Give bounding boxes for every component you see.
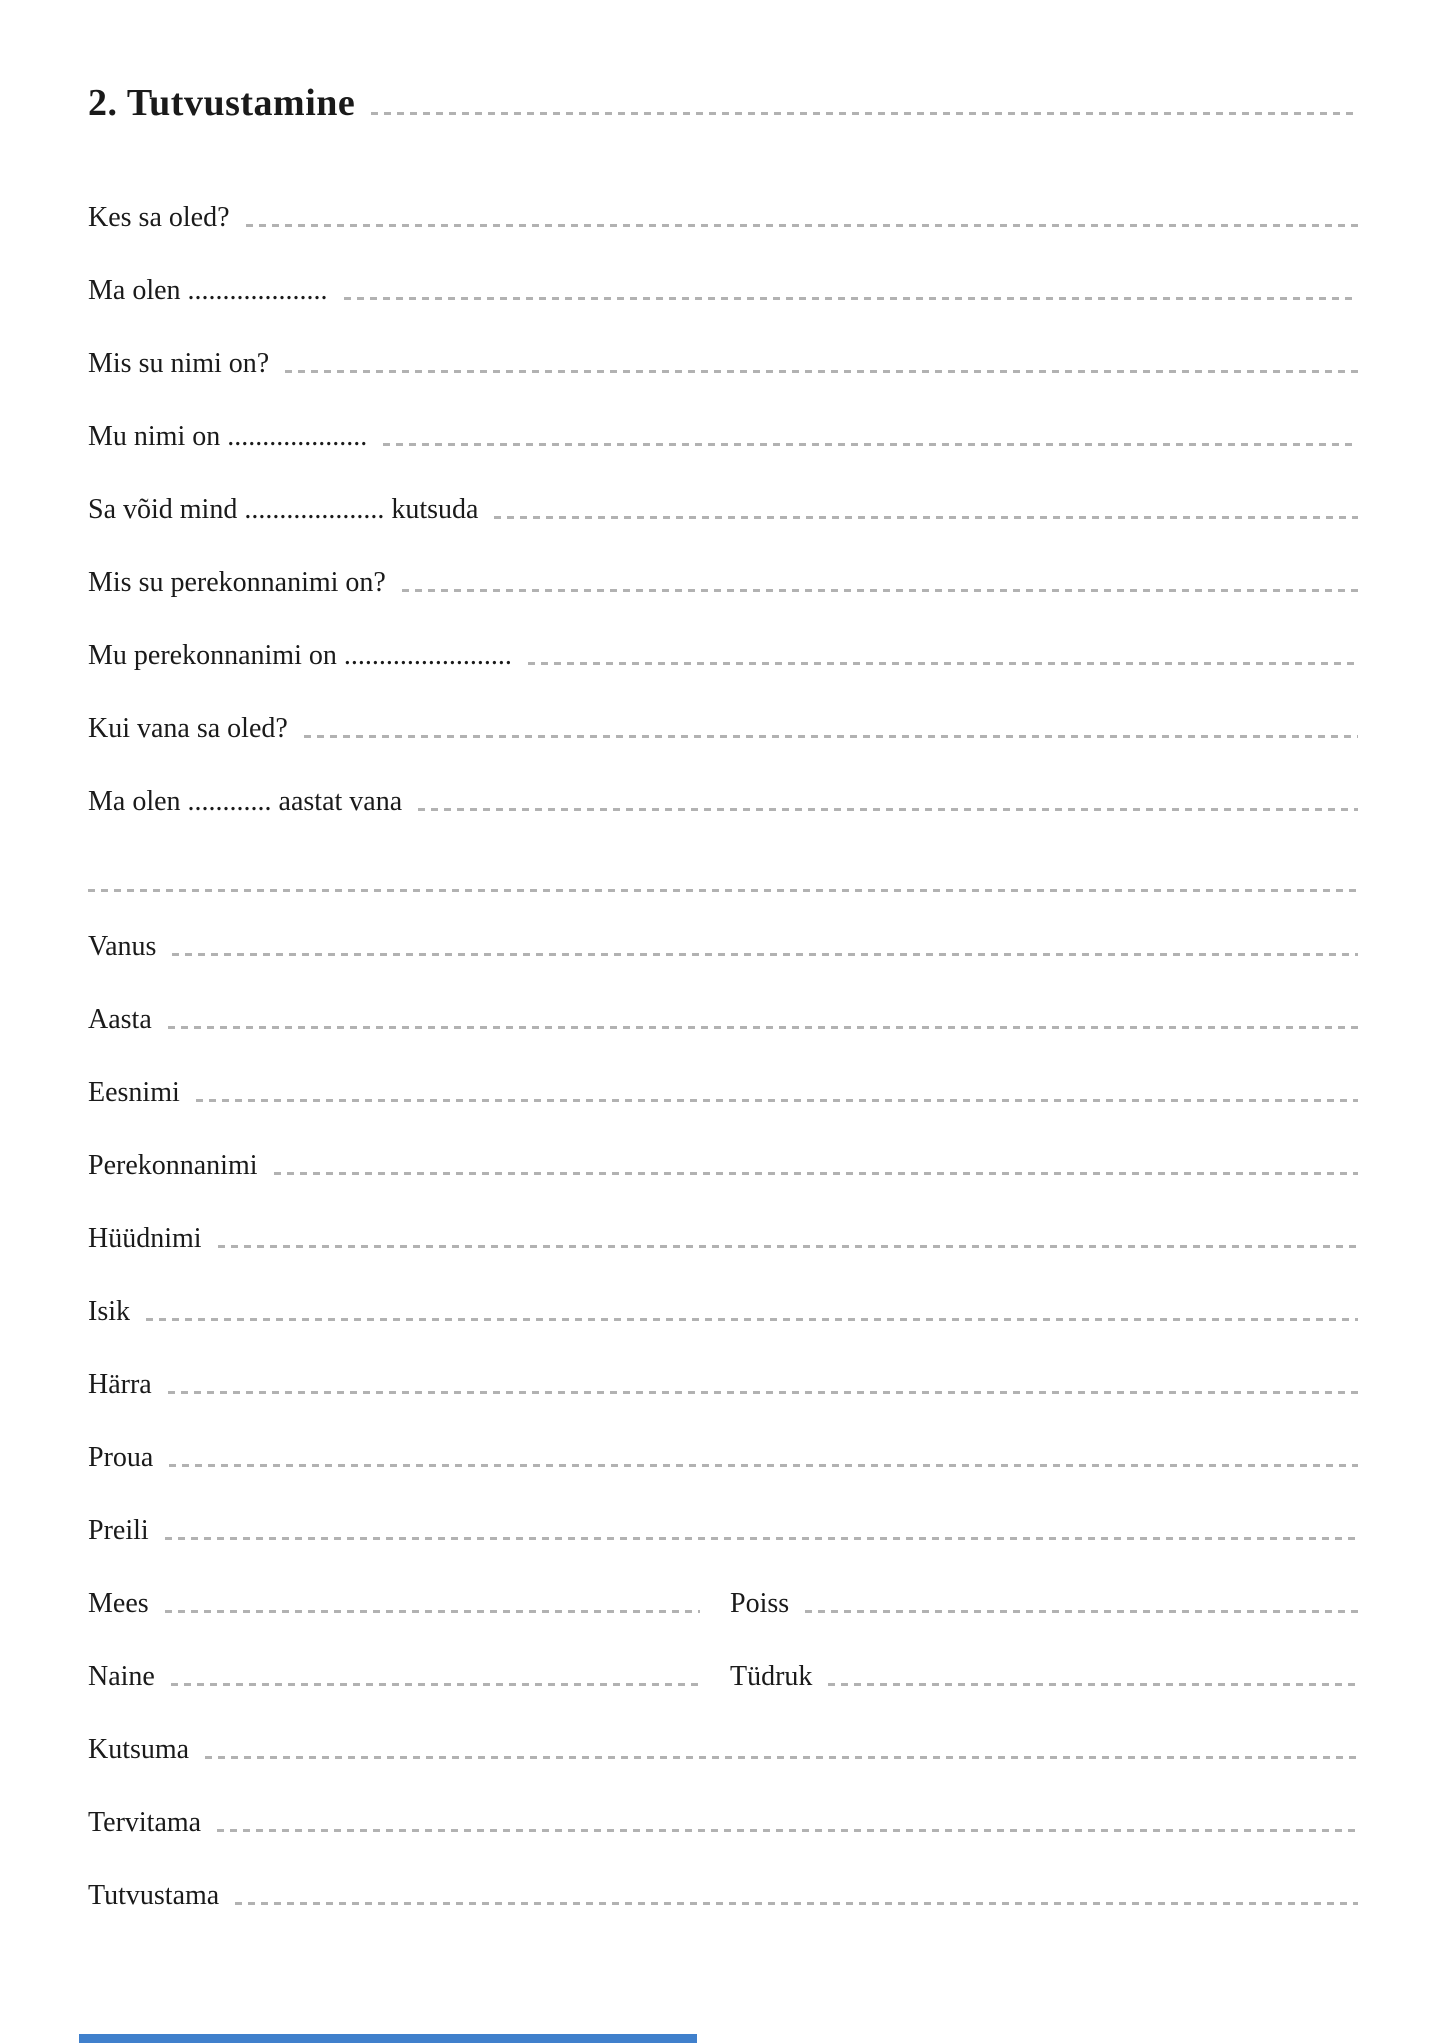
phrase-label: Kes sa oled?	[88, 202, 230, 233]
dotted-line	[344, 297, 1358, 300]
vocab-label: Härra	[88, 1369, 152, 1400]
phrase-label: Sa võid mind .................... kutsuda	[88, 494, 479, 525]
phrase-label: Mu nimi on ....................	[88, 421, 368, 452]
vocab-row	[88, 1371, 1358, 1399]
dotted-line	[217, 1829, 1358, 1832]
vocab-label: Aasta	[88, 1004, 152, 1035]
phrase-row	[88, 642, 1358, 670]
vocab-label: Preili	[88, 1515, 149, 1546]
vocab-row	[88, 1225, 1358, 1253]
dotted-line	[274, 1172, 1358, 1175]
vocab-row	[88, 1152, 1358, 1180]
vocab-label: Poiss	[730, 1588, 790, 1619]
vocab-row	[88, 1079, 1358, 1107]
vocab-label: Perekonnanimi	[88, 1150, 258, 1181]
phrase-row	[88, 569, 1358, 597]
dotted-line	[494, 516, 1358, 519]
dotted-line	[828, 1683, 1358, 1686]
vocab-label: Naine	[88, 1661, 155, 1692]
pair-left-cell	[88, 1663, 700, 1691]
phrase-row	[88, 496, 1358, 524]
page-title: 2. Tutvustamine	[88, 82, 356, 124]
phrase-row	[88, 277, 1358, 305]
vocab-label: Isik	[88, 1296, 130, 1327]
dotted-line	[246, 224, 1358, 227]
phrase-label: Ma olen ....................	[88, 275, 328, 306]
vocab-row	[88, 1517, 1358, 1545]
dotted-line	[205, 1756, 1358, 1759]
vocab-label: Eesnimi	[88, 1077, 180, 1108]
dotted-line	[235, 1902, 1358, 1905]
dotted-line	[165, 1610, 700, 1613]
vocab-label: Hüüdnimi	[88, 1223, 202, 1254]
dotted-line	[146, 1318, 1358, 1321]
phrase-label: Kui vana sa oled?	[88, 713, 288, 744]
verb-row	[88, 1736, 1358, 1764]
dotted-line	[88, 889, 1358, 892]
vocab-row	[88, 933, 1358, 961]
blank-fill-row	[88, 869, 1358, 897]
phrase-label: Mis su perekonnanimi on?	[88, 567, 386, 598]
verb-row	[88, 1809, 1358, 1837]
vocab-pair-row	[88, 1663, 1358, 1691]
vocab-pair-row	[88, 1590, 1358, 1618]
dotted-line	[168, 1026, 1358, 1029]
dotted-line	[196, 1099, 1358, 1102]
dotted-line	[165, 1537, 1358, 1540]
verb-row	[88, 1882, 1358, 1910]
verb-label: Tutvustama	[88, 1880, 220, 1911]
phrase-row	[88, 423, 1358, 451]
footer-accent-bar	[79, 2034, 697, 2043]
dotted-line	[169, 1464, 1358, 1467]
dotted-line	[172, 953, 1358, 956]
dotted-line	[418, 808, 1358, 811]
dotted-line	[805, 1610, 1358, 1613]
dotted-line	[528, 662, 1358, 665]
dotted-line	[383, 443, 1358, 446]
verb-label: Kutsuma	[88, 1734, 190, 1765]
phrase-label: Mis su nimi on?	[88, 348, 270, 379]
dotted-line	[218, 1245, 1358, 1248]
vocab-row	[88, 1006, 1358, 1034]
vocab-label: Proua	[88, 1442, 154, 1473]
dotted-line	[168, 1391, 1358, 1394]
vocab-row	[88, 1444, 1358, 1472]
dotted-line	[171, 1683, 700, 1686]
vocab-row	[88, 1298, 1358, 1326]
phrase-row	[88, 350, 1358, 378]
dotted-line	[371, 112, 1358, 115]
vocab-label: Vanus	[88, 931, 157, 962]
phrase-label: Ma olen ............ aastat vana	[88, 786, 403, 817]
verb-label: Tervitama	[88, 1807, 202, 1838]
vocab-label: Mees	[88, 1588, 149, 1619]
dotted-line	[304, 735, 1358, 738]
phrase-row	[88, 204, 1358, 232]
dotted-line	[402, 589, 1358, 592]
vocab-label: Tüdruk	[730, 1661, 813, 1692]
phrase-label: Mu perekonnanimi on ........................	[88, 640, 512, 671]
phrase-row	[88, 788, 1358, 816]
title-row	[88, 84, 1358, 122]
pair-left-cell	[88, 1590, 700, 1618]
phrase-row	[88, 715, 1358, 743]
dotted-line	[285, 370, 1358, 373]
